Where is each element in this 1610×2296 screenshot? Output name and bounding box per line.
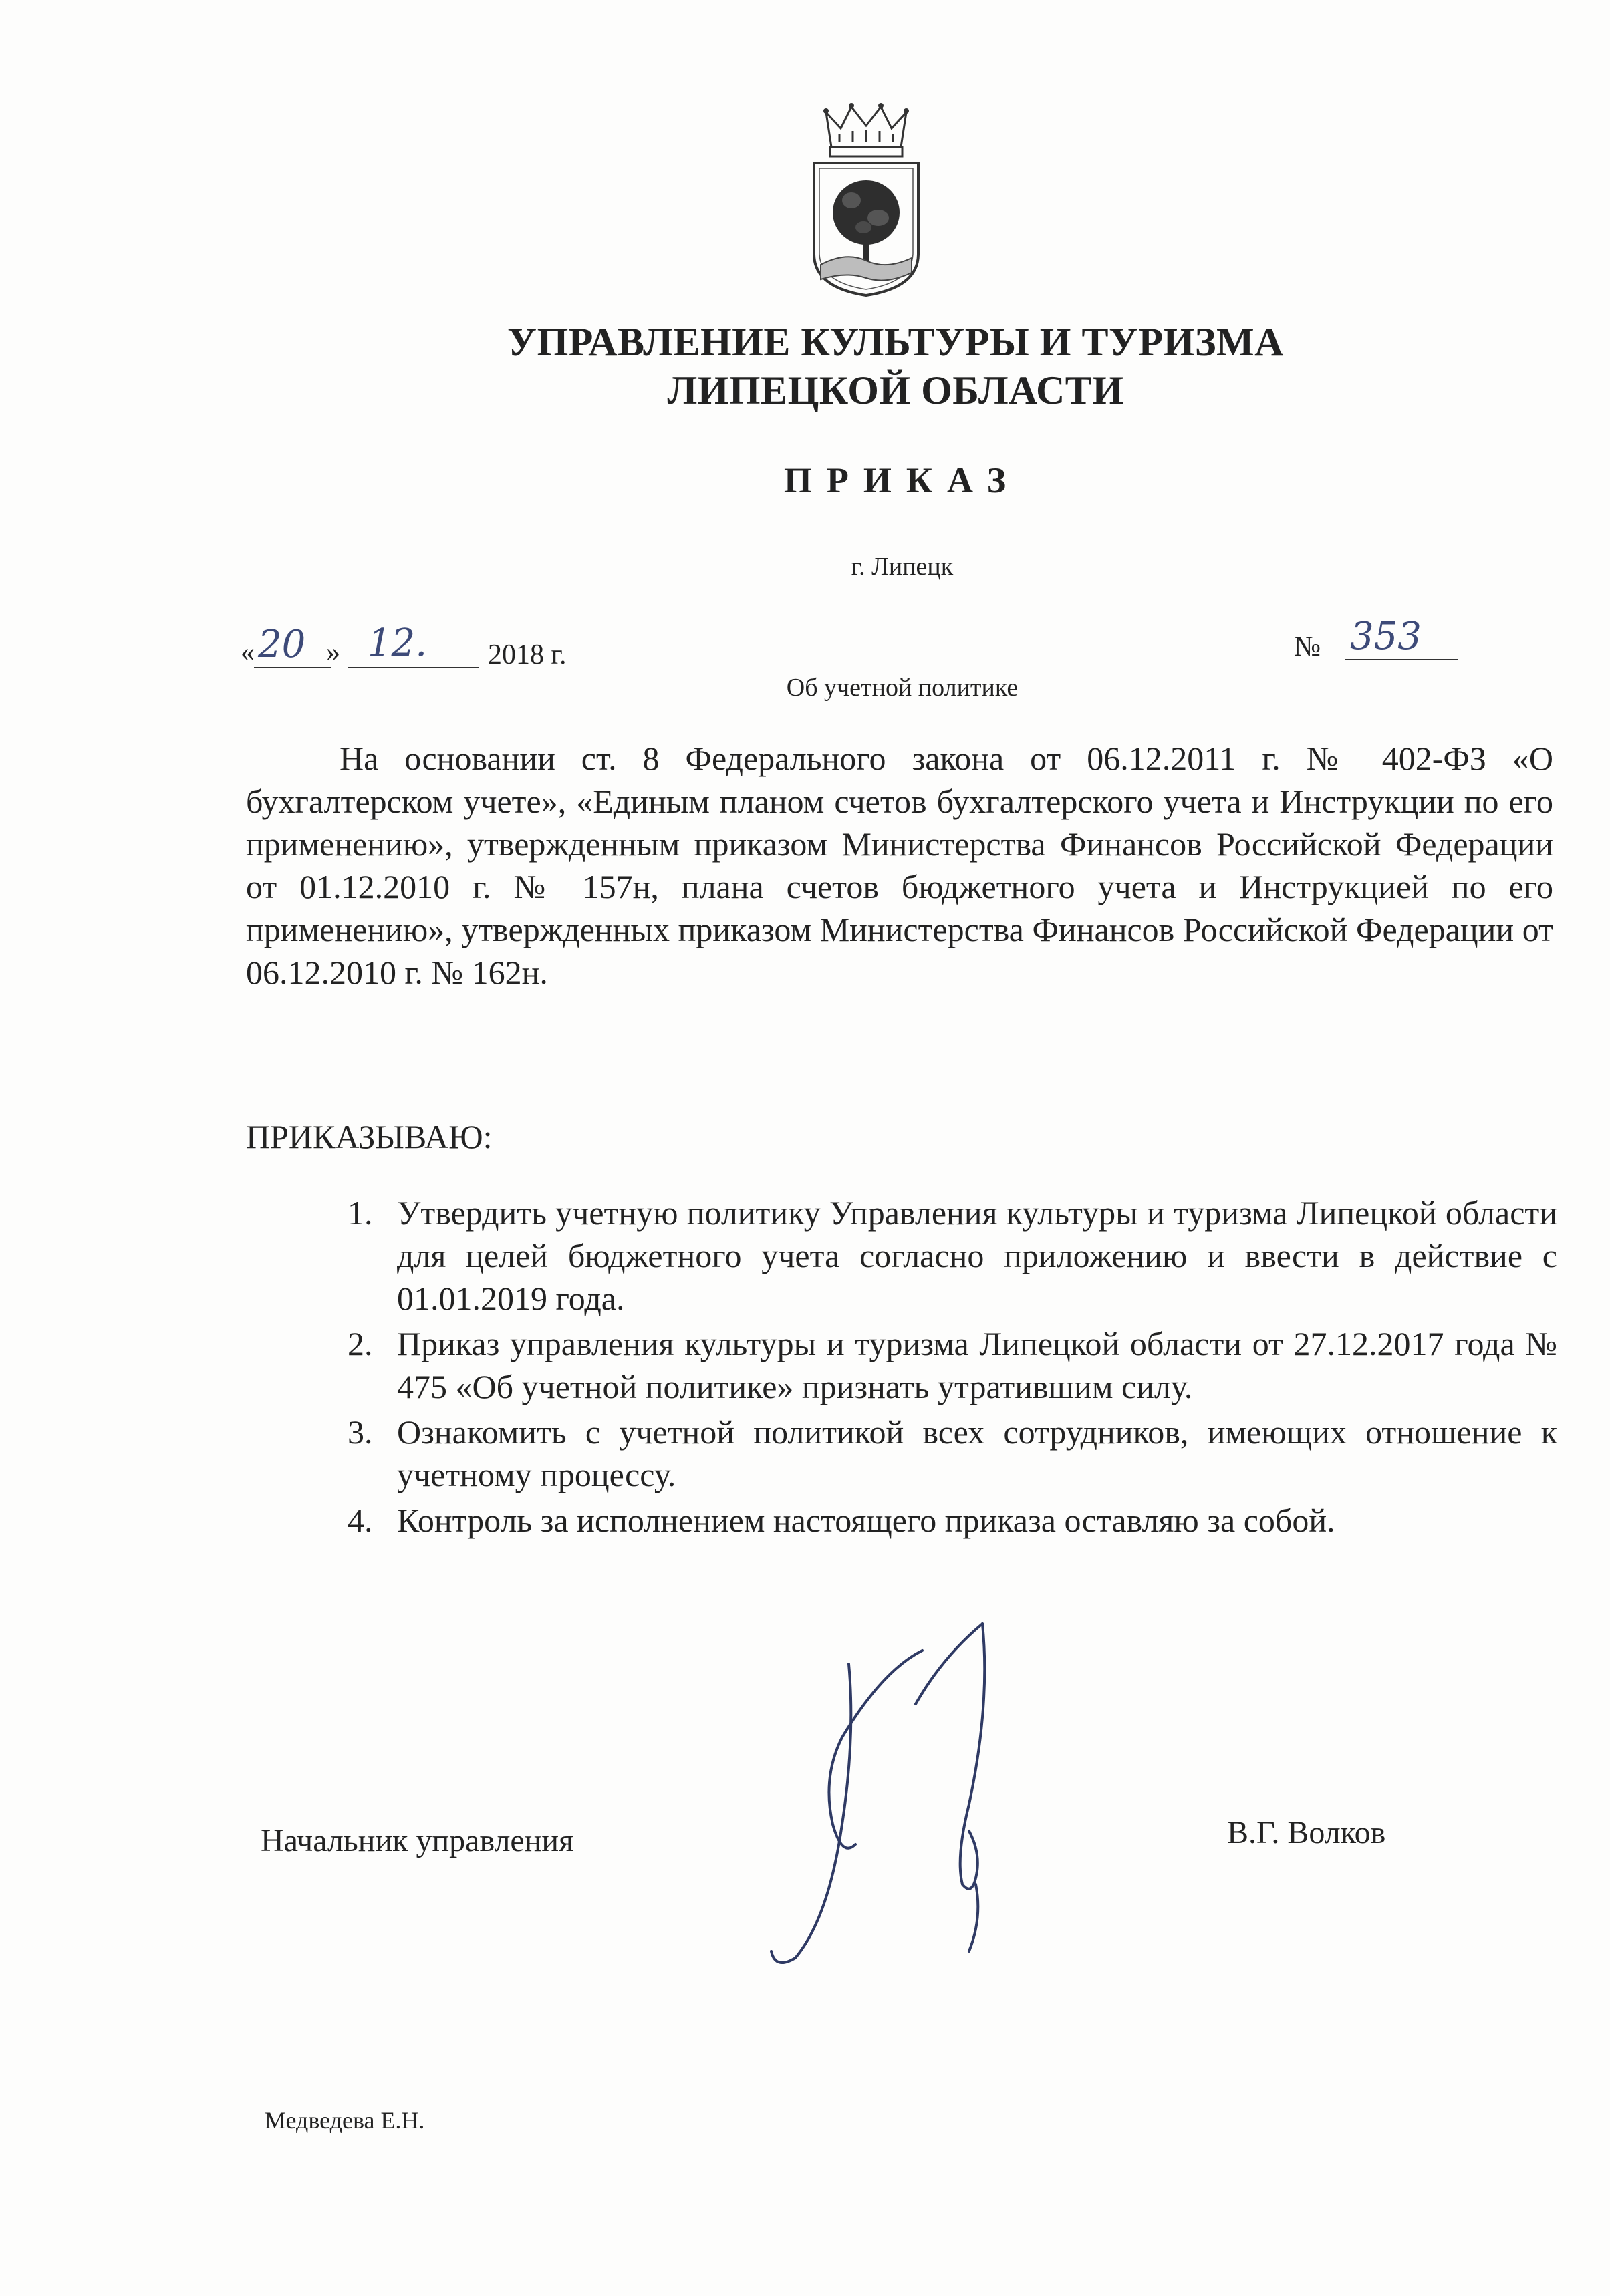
organization-name-line-1: УПРАВЛЕНИЕ КУЛЬТУРЫ И ТУРИЗМА: [507, 320, 1284, 364]
list-item: [334, 1322, 1557, 1408]
list-item-number: 4.: [348, 1501, 373, 1539]
list-item-text: Утвердить учетную политику Управления культуры и туризма Липецкой области для целей бюджетного учета согласно приложению и ввести в действие с 01.01.2019 года.: [397, 1194, 1557, 1317]
date-month: 12.: [368, 621, 428, 665]
date-month-underline: [348, 667, 479, 668]
list-item-text: Приказ управления культуры и туризма Липецкой области от 27.12.2017 года № 475 «Об учетной политике» признать утратившим силу.: [397, 1325, 1557, 1405]
organization-name-line-2: ЛИПЕЦКОЙ ОБЛАСТИ: [667, 368, 1124, 412]
list-item-number: 3.: [348, 1413, 373, 1451]
executor-name: Медведева Е.Н.: [265, 2107, 425, 2134]
list-item: [334, 1411, 1557, 1496]
document-number: [1294, 615, 1468, 675]
preamble-paragraph: На основании ст. 8 Федерального закона от 06.12.2011 г. № 402-ФЗ «О бухгалтерском учете», «Единым планом счетов бухгалтерского учета и Инструкции по его применению», утвержденным приказом Министерства Финансов Российской Федерации от 01.12.2010 г. № 157н, плана счетов бюджетного учета и Инструкцией по его применению», утвержденных приказом Министерства Финансов Российской Федерации от 06.12.2010 г. № 162н.: [246, 740, 1553, 991]
date-year: 2018 г.: [488, 639, 567, 670]
list-item-number: 1.: [348, 1194, 373, 1232]
coat-of-arms-icon: [799, 100, 933, 301]
document-city: г. Липецк: [851, 553, 954, 581]
list-item: [334, 1191, 1557, 1320]
list-item: [334, 1499, 1557, 1542]
number-value: 353: [1350, 615, 1422, 658]
list-item-text: Ознакомить с учетной политикой всех сотрудников, имеющих отношение к учетному процессу.: [397, 1413, 1557, 1493]
order-items-list: [334, 1191, 1557, 1544]
date-open-quote: «: [241, 637, 255, 668]
signer-name: В.Г. Волков: [1227, 1815, 1386, 1850]
number-underline: [1345, 659, 1458, 660]
list-item-number: 2.: [348, 1325, 373, 1362]
signer-title: Начальник управления: [261, 1823, 574, 1858]
list-item-text: Контроль за исполнением настоящего приказа оставляю за собой.: [397, 1501, 1335, 1539]
document-subject: Об учетной политике: [786, 674, 1019, 702]
number-label: №: [1294, 631, 1321, 662]
date-day: 20: [258, 623, 306, 666]
document-date: [241, 621, 615, 682]
signature-graphic: [742, 1604, 1076, 1978]
date-day-underline: [254, 667, 331, 668]
document-type-title: ПРИКАЗ: [783, 460, 1021, 500]
orders-label: ПРИКАЗЫВАЮ:: [246, 1118, 493, 1155]
date-close-quote: »: [326, 637, 340, 668]
